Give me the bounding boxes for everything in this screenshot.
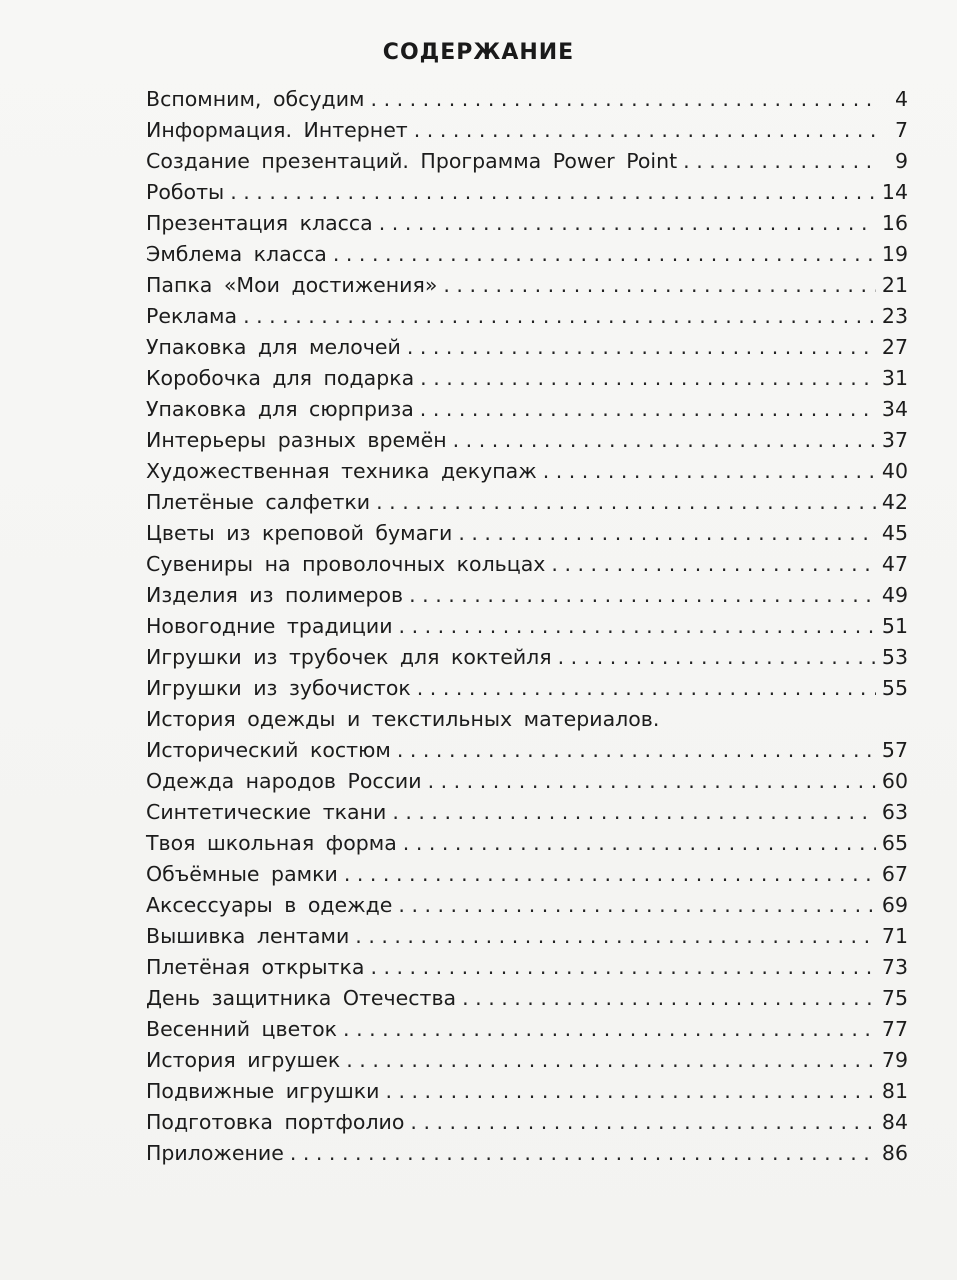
dot-leader: [343, 1014, 876, 1045]
toc-entry-title: Упаковка для сюрприза: [146, 397, 414, 421]
dot-leader: [230, 177, 876, 208]
toc-entry: [146, 84, 908, 115]
dot-leader: [403, 828, 876, 859]
page-title: СОДЕРЖАНИЕ: [382, 40, 575, 65]
toc-entry: [146, 1138, 908, 1169]
dot-leader: [420, 394, 876, 425]
toc-entry: [146, 1045, 908, 1076]
toc-entry-title: Вспомним, обсудим: [146, 87, 365, 111]
toc-entry-title: Синтетические ткани: [146, 800, 387, 824]
toc-entry-page-number: 69: [881, 893, 908, 917]
toc-entry-title: Сувениры на проволочных кольцах: [146, 552, 546, 576]
toc-entry-page-number: 27: [881, 335, 908, 359]
toc-entry: [146, 177, 908, 208]
toc-entry: [146, 301, 908, 332]
dot-leader: [243, 301, 876, 332]
dot-leader: [551, 549, 876, 580]
toc-entry: [146, 363, 908, 394]
toc-entry-page-number: 21: [881, 273, 908, 297]
toc-entry: [146, 704, 908, 735]
toc-entry-page-number: 42: [881, 490, 908, 514]
toc-entry-page-number: 57: [881, 738, 908, 762]
toc-entry-page-number: 4: [894, 87, 908, 111]
toc-entry-title: Вышивка лентами: [146, 924, 350, 948]
toc-entry: [146, 332, 908, 363]
toc-entry-page-number: 73: [881, 955, 908, 979]
toc-entry-title: Подвижные игрушки: [146, 1079, 380, 1103]
dot-leader: [410, 1107, 876, 1138]
dot-leader: [344, 859, 876, 890]
toc-entry-page-number: 51: [881, 614, 908, 638]
toc-entry-title: Объёмные рамки: [146, 862, 338, 886]
toc-entry-page-number: 65: [881, 831, 908, 855]
dot-leader: [346, 1045, 876, 1076]
toc-entry-title: Плетёные салфетки: [146, 490, 371, 514]
toc-entry-title: Подготовка портфолио: [146, 1110, 405, 1134]
toc-entry-page-number: 77: [881, 1017, 908, 1041]
toc-entry-title: Создание презентаций. Программа Power Point: [146, 149, 678, 173]
toc-entry-title: Одежда народов России: [146, 769, 422, 793]
dot-leader: [417, 673, 876, 704]
toc-entry-title: Интерьеры разных времён: [146, 428, 447, 452]
dot-leader: [379, 208, 876, 239]
toc-entry: [146, 642, 908, 673]
toc-entry-title: Игрушки из зубочисток: [146, 676, 411, 700]
toc-entry: [146, 580, 908, 611]
toc-entry: [146, 921, 908, 952]
dot-leader: [443, 270, 876, 301]
dot-leader: [333, 239, 876, 270]
toc-entry-page-number: 31: [881, 366, 908, 390]
dot-leader: [683, 146, 876, 177]
toc-entry-page-number: 71: [881, 924, 908, 948]
toc-entry: [146, 735, 908, 766]
toc-entry: [146, 394, 908, 425]
toc-entry-title: Игрушки из трубочек для коктейля: [146, 645, 552, 669]
toc-entry-title: Плетёная открытка: [146, 955, 365, 979]
dot-leader: [392, 797, 876, 828]
toc-entry-title: Исторический костюм: [146, 738, 391, 762]
toc-entry-title: Новогодние традиции: [146, 614, 393, 638]
toc-entry-title: Реклама: [146, 304, 238, 328]
toc-entry-title: Информация. Интернет: [146, 118, 408, 142]
toc-entry-title: Аксессуары в одежде: [146, 893, 393, 917]
toc-entry-title: Коробочка для подарка: [146, 366, 415, 390]
toc-entry-page-number: 14: [881, 180, 908, 204]
toc-entry-page-number: 40: [881, 459, 908, 483]
dot-leader: [558, 642, 876, 673]
dot-leader: [290, 1138, 876, 1169]
toc-entry: [146, 890, 908, 921]
toc-entry-title: День защитника Отечества: [146, 986, 457, 1010]
toc-entry: [146, 797, 908, 828]
dot-leader: [370, 952, 876, 983]
toc-entry: [146, 518, 908, 549]
dot-leader: [385, 1076, 876, 1107]
toc-entry-title: История одежды и текстильных материалов.: [146, 707, 660, 731]
toc-entry-page-number: 75: [881, 986, 908, 1010]
toc-entry: [146, 859, 908, 890]
toc-entry-page-number: 67: [881, 862, 908, 886]
toc-entry-page-number: 37: [881, 428, 908, 452]
toc-entry-page-number: 7: [894, 118, 908, 142]
toc-entry-page-number: 79: [881, 1048, 908, 1072]
toc-entry: [146, 1107, 908, 1138]
table-of-contents: [146, 84, 908, 1169]
toc-entry-page-number: 45: [881, 521, 908, 545]
toc-entry: [146, 487, 908, 518]
dot-leader: [398, 890, 876, 921]
toc-entry: [146, 146, 908, 177]
toc-entry: [146, 766, 908, 797]
toc-entry: [146, 983, 908, 1014]
toc-entry-title: Цветы из креповой бумаги: [146, 521, 453, 545]
toc-entry-page-number: 55: [881, 676, 908, 700]
toc-entry-page-number: 19: [881, 242, 908, 266]
dot-leader: [453, 425, 876, 456]
toc-entry: [146, 425, 908, 456]
toc-entry-page-number: 49: [881, 583, 908, 607]
toc-entry-page-number: 53: [881, 645, 908, 669]
dot-leader: [414, 115, 876, 146]
toc-entry-title: Роботы: [146, 180, 225, 204]
toc-entry-title: История игрушек: [146, 1048, 341, 1072]
dot-leader: [399, 611, 876, 642]
toc-entry: [146, 239, 908, 270]
dot-leader: [376, 487, 876, 518]
dot-leader: [407, 332, 876, 363]
toc-entry-page-number: 34: [881, 397, 908, 421]
toc-entry: [146, 456, 908, 487]
toc-entry: [146, 828, 908, 859]
toc-entry: [146, 549, 908, 580]
toc-entry: [146, 1076, 908, 1107]
toc-entry-title: Художественная техника декупаж: [146, 459, 537, 483]
toc-entry-page-number: 60: [881, 769, 908, 793]
dot-leader: [420, 363, 876, 394]
dot-leader: [428, 766, 876, 797]
toc-entry-page-number: 81: [881, 1079, 908, 1103]
toc-entry-title: Презентация класса: [146, 211, 373, 235]
dot-leader: [543, 456, 876, 487]
toc-entry: [146, 1014, 908, 1045]
dot-leader: [409, 580, 876, 611]
toc-entry-page-number: 47: [881, 552, 908, 576]
toc-entry: [146, 115, 908, 146]
dot-leader: [371, 84, 876, 115]
dot-leader: [458, 518, 876, 549]
toc-entry-title: Приложение: [146, 1141, 284, 1165]
toc-entry-title: Твоя школьная форма: [146, 831, 397, 855]
toc-entry-title: Эмблема класса: [146, 242, 327, 266]
toc-entry-title: Папка «Мои достижения»: [146, 273, 438, 297]
toc-entry-page-number: 16: [881, 211, 908, 235]
toc-entry-page-number: 9: [894, 149, 908, 173]
toc-entry-title: Весенний цветок: [146, 1017, 338, 1041]
dot-leader: [355, 921, 876, 952]
dot-leader: [462, 983, 876, 1014]
toc-entry-title: Изделия из полимеров: [146, 583, 404, 607]
toc-entry: [146, 952, 908, 983]
toc-entry: [146, 270, 908, 301]
toc-entry-page-number: 84: [881, 1110, 908, 1134]
toc-entry-page-number: 63: [881, 800, 908, 824]
toc-entry-page-number: 86: [881, 1141, 908, 1165]
toc-entry-title: Упаковка для мелочей: [146, 335, 401, 359]
dot-leader: [397, 735, 876, 766]
toc-entry-page-number: 23: [881, 304, 908, 328]
toc-entry: [146, 673, 908, 704]
toc-entry: [146, 611, 908, 642]
toc-entry: [146, 208, 908, 239]
